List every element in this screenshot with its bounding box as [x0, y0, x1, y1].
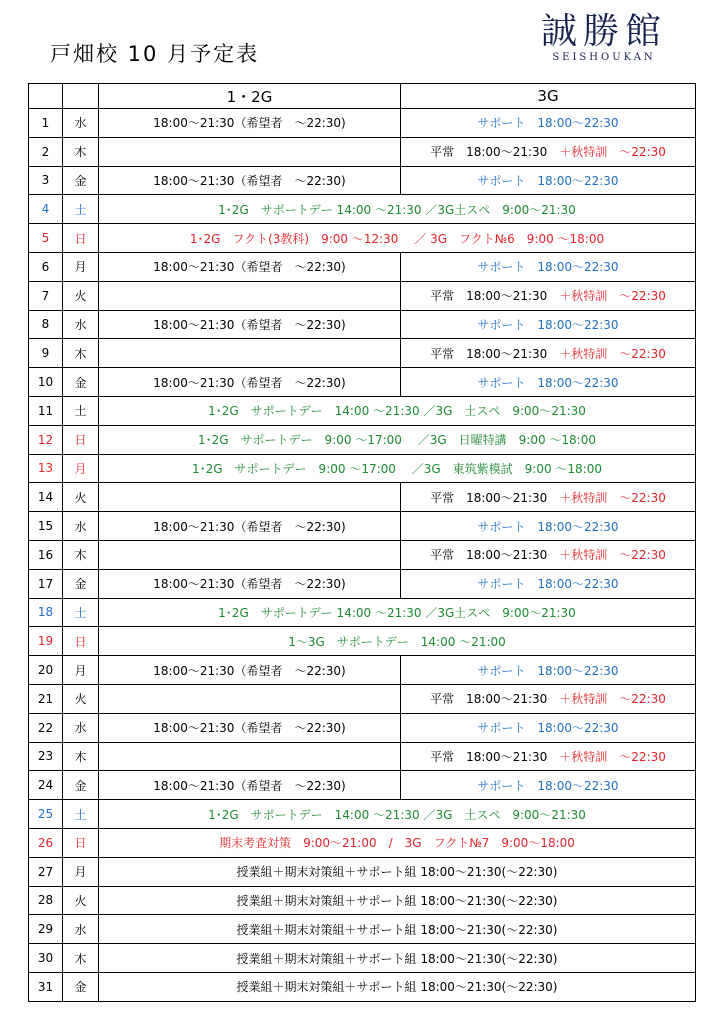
merged-schedule-cell: 授業組＋期末対策組＋サポート組 18:00～21:30(～22:30)	[99, 972, 696, 1001]
col-12g-cell: 18:00～21:30（希望者 ～22:30)	[99, 368, 401, 397]
weekday-cell: 金	[63, 972, 99, 1001]
date-cell: 7	[29, 281, 63, 310]
weekday-cell: 木	[63, 944, 99, 973]
seishoukan-logo	[518, 12, 690, 64]
weekday-cell: 月	[63, 857, 99, 886]
col-3g-cell: サポート 18:00～22:30	[401, 310, 696, 339]
schedule-body	[29, 109, 696, 1002]
date-cell: 6	[29, 252, 63, 281]
header-date	[29, 84, 63, 109]
date-cell: 17	[29, 569, 63, 598]
date-cell: 9	[29, 339, 63, 368]
autumn-training-text: ＋秋特訓 ～22:30	[559, 346, 666, 361]
weekday-cell: 日	[63, 627, 99, 656]
col-12g-cell: 18:00～21:30（希望者 ～22:30)	[99, 713, 401, 742]
col-3g-cell: サポート 18:00～22:30	[401, 569, 696, 598]
table-row	[29, 915, 696, 944]
col-3g-cell: サポート 18:00～22:30	[401, 368, 696, 397]
col-12g-cell	[99, 483, 401, 512]
table-row	[29, 339, 696, 368]
page-title: 戸畑校 10 月予定表	[50, 42, 260, 66]
regular-schedule-text: 平常 18:00～21:30	[430, 289, 548, 304]
logo-sub-text: SEISHOUKAN	[552, 52, 656, 63]
weekday-cell: 火	[63, 886, 99, 915]
col-3g-cell	[401, 742, 696, 771]
table-row	[29, 512, 696, 541]
header-col-12g: 1・2G	[99, 84, 401, 109]
col-3g-cell: サポート 18:00～22:30	[401, 166, 696, 195]
table-row	[29, 886, 696, 915]
weekday-cell: 月	[63, 252, 99, 281]
col-3g-cell: サポート 18:00～22:30	[401, 771, 696, 800]
table-header-row	[29, 84, 696, 109]
table-row	[29, 742, 696, 771]
date-cell: 23	[29, 742, 63, 771]
weekday-cell: 日	[63, 425, 99, 454]
merged-schedule-cell: 1･2G フクト(3教科) 9:00 ～12:30 ／ 3G フクト№6 9:00 ～18:00	[99, 224, 696, 253]
merged-schedule-cell: 1～3G サポートデー 14:00 ～21:00	[99, 627, 696, 656]
merged-schedule-cell: 1･2G サポートデー 14:00 ～21:30 ／3G土スペ 9:00～21:30	[99, 598, 696, 627]
col-12g-cell: 18:00～21:30（希望者 ～22:30)	[99, 656, 401, 685]
table-row	[29, 166, 696, 195]
date-cell: 22	[29, 713, 63, 742]
weekday-cell: 土	[63, 195, 99, 224]
date-cell: 28	[29, 886, 63, 915]
table-row	[29, 656, 696, 685]
col-12g-cell	[99, 540, 401, 569]
table-row	[29, 281, 696, 310]
regular-schedule-text: 平常 18:00～21:30	[430, 346, 548, 361]
col-3g-cell: サポート 18:00～22:30	[401, 512, 696, 541]
table-row	[29, 368, 696, 397]
merged-schedule-cell: 授業組＋期末対策組＋サポート組 18:00～21:30(～22:30)	[99, 857, 696, 886]
date-cell: 3	[29, 166, 63, 195]
weekday-cell: 土	[63, 396, 99, 425]
merged-schedule-cell: 期末考査対策 9:00～21:00 / 3G フクト№7 9:00～18:00	[99, 828, 696, 857]
weekday-cell: 火	[63, 684, 99, 713]
table-row	[29, 396, 696, 425]
table-row	[29, 454, 696, 483]
col-12g-cell	[99, 137, 401, 166]
col-12g-cell: 18:00～21:30（希望者 ～22:30)	[99, 252, 401, 281]
table-row	[29, 425, 696, 454]
weekday-cell: 水	[63, 915, 99, 944]
autumn-training-text: ＋秋特訓 ～22:30	[559, 289, 666, 304]
weekday-cell: 木	[63, 540, 99, 569]
autumn-training-text: ＋秋特訓 ～22:30	[559, 749, 666, 764]
schedule-table	[28, 83, 696, 1002]
date-cell: 20	[29, 656, 63, 685]
date-cell: 18	[29, 598, 63, 627]
autumn-training-text: ＋秋特訓 ～22:30	[559, 490, 666, 505]
col-3g-cell: サポート 18:00～22:30	[401, 252, 696, 281]
merged-schedule-cell: 1･2G サポートデー 14:00 ～21:30 ／3G 土スペ 9:00～21:30	[99, 800, 696, 829]
weekday-cell: 火	[63, 483, 99, 512]
weekday-cell: 月	[63, 656, 99, 685]
weekday-cell: 金	[63, 166, 99, 195]
col-12g-cell: 18:00～21:30（希望者 ～22:30)	[99, 166, 401, 195]
col-12g-cell	[99, 339, 401, 368]
date-cell: 11	[29, 396, 63, 425]
col-3g-cell: サポート 18:00～22:30	[401, 656, 696, 685]
col-12g-cell: 18:00～21:30（希望者 ～22:30)	[99, 109, 401, 138]
date-cell: 5	[29, 224, 63, 253]
date-cell: 19	[29, 627, 63, 656]
table-row	[29, 857, 696, 886]
col-12g-cell	[99, 684, 401, 713]
regular-schedule-text: 平常 18:00～21:30	[430, 548, 548, 563]
weekday-cell: 木	[63, 137, 99, 166]
table-row	[29, 195, 696, 224]
col-3g-cell	[401, 137, 696, 166]
date-cell: 10	[29, 368, 63, 397]
header-col-3g: 3G	[401, 84, 696, 109]
weekday-cell: 日	[63, 828, 99, 857]
weekday-cell: 日	[63, 224, 99, 253]
merged-schedule-cell: 1･2G サポートデー 14:00 ～21:30 ／3G土スペ 9:00～21:30	[99, 195, 696, 224]
table-row	[29, 569, 696, 598]
table-row	[29, 944, 696, 973]
weekday-cell: 木	[63, 742, 99, 771]
merged-schedule-cell: 授業組＋期末対策組＋サポート組 18:00～21:30(～22:30)	[99, 886, 696, 915]
col-12g-cell: 18:00～21:30（希望者 ～22:30)	[99, 310, 401, 339]
weekday-cell: 水	[63, 512, 99, 541]
col-3g-cell	[401, 483, 696, 512]
date-cell: 31	[29, 972, 63, 1001]
date-cell: 1	[29, 109, 63, 138]
col-12g-cell: 18:00～21:30（希望者 ～22:30)	[99, 569, 401, 598]
table-row	[29, 598, 696, 627]
table-row	[29, 627, 696, 656]
date-cell: 14	[29, 483, 63, 512]
date-cell: 8	[29, 310, 63, 339]
table-row	[29, 771, 696, 800]
date-cell: 13	[29, 454, 63, 483]
date-cell: 4	[29, 195, 63, 224]
date-cell: 27	[29, 857, 63, 886]
col-3g-cell	[401, 540, 696, 569]
table-row	[29, 713, 696, 742]
autumn-training-text: ＋秋特訓 ～22:30	[559, 548, 666, 563]
table-row	[29, 483, 696, 512]
weekday-cell: 水	[63, 713, 99, 742]
date-cell: 15	[29, 512, 63, 541]
date-cell: 24	[29, 771, 63, 800]
date-cell: 12	[29, 425, 63, 454]
date-cell: 21	[29, 684, 63, 713]
date-cell: 30	[29, 944, 63, 973]
date-cell: 25	[29, 800, 63, 829]
col-12g-cell: 18:00～21:30（希望者 ～22:30)	[99, 771, 401, 800]
weekday-cell: 木	[63, 339, 99, 368]
date-cell: 29	[29, 915, 63, 944]
table-row	[29, 684, 696, 713]
header-weekday	[63, 84, 99, 109]
date-cell: 2	[29, 137, 63, 166]
weekday-cell: 水	[63, 109, 99, 138]
weekday-cell: 水	[63, 310, 99, 339]
autumn-training-text: ＋秋特訓 ～22:30	[559, 692, 666, 707]
weekday-cell: 金	[63, 771, 99, 800]
weekday-cell: 土	[63, 800, 99, 829]
weekday-cell: 月	[63, 454, 99, 483]
weekday-cell: 金	[63, 368, 99, 397]
table-row	[29, 252, 696, 281]
date-cell: 26	[29, 828, 63, 857]
weekday-cell: 火	[63, 281, 99, 310]
col-3g-cell: サポート 18:00～22:30	[401, 109, 696, 138]
regular-schedule-text: 平常 18:00～21:30	[430, 145, 548, 160]
table-row	[29, 224, 696, 253]
merged-schedule-cell: 授業組＋期末対策組＋サポート組 18:00～21:30(～22:30)	[99, 915, 696, 944]
col-3g-cell: サポート 18:00～22:30	[401, 713, 696, 742]
col-3g-cell	[401, 281, 696, 310]
regular-schedule-text: 平常 18:00～21:30	[430, 692, 548, 707]
col-3g-cell	[401, 339, 696, 368]
col-12g-cell: 18:00～21:30（希望者 ～22:30)	[99, 512, 401, 541]
weekday-cell: 土	[63, 598, 99, 627]
table-row	[29, 137, 696, 166]
weekday-cell: 金	[63, 569, 99, 598]
table-row	[29, 310, 696, 339]
col-12g-cell	[99, 742, 401, 771]
merged-schedule-cell: 1･2G サポートデー 9:00 ～17:00 ／3G 日曜特講 9:00 ～18:00	[99, 425, 696, 454]
regular-schedule-text: 平常 18:00～21:30	[430, 490, 548, 505]
table-row	[29, 828, 696, 857]
merged-schedule-cell: 1･2G サポートデー 9:00 ～17:00 ／3G 東筑紫模試 9:00 ～18:00	[99, 454, 696, 483]
col-12g-cell	[99, 281, 401, 310]
merged-schedule-cell: 授業組＋期末対策組＋サポート組 18:00～21:30(～22:30)	[99, 944, 696, 973]
table-row	[29, 800, 696, 829]
logo-main-text: 誠勝館	[540, 11, 667, 52]
date-cell: 16	[29, 540, 63, 569]
regular-schedule-text: 平常 18:00～21:30	[430, 749, 548, 764]
merged-schedule-cell: 1･2G サポートデー 14:00 ～21:30 ／3G 土スペ 9:00～21:30	[99, 396, 696, 425]
table-row	[29, 540, 696, 569]
autumn-training-text: ＋秋特訓 ～22:30	[559, 145, 666, 160]
table-row	[29, 972, 696, 1001]
col-3g-cell	[401, 684, 696, 713]
table-row	[29, 109, 696, 138]
